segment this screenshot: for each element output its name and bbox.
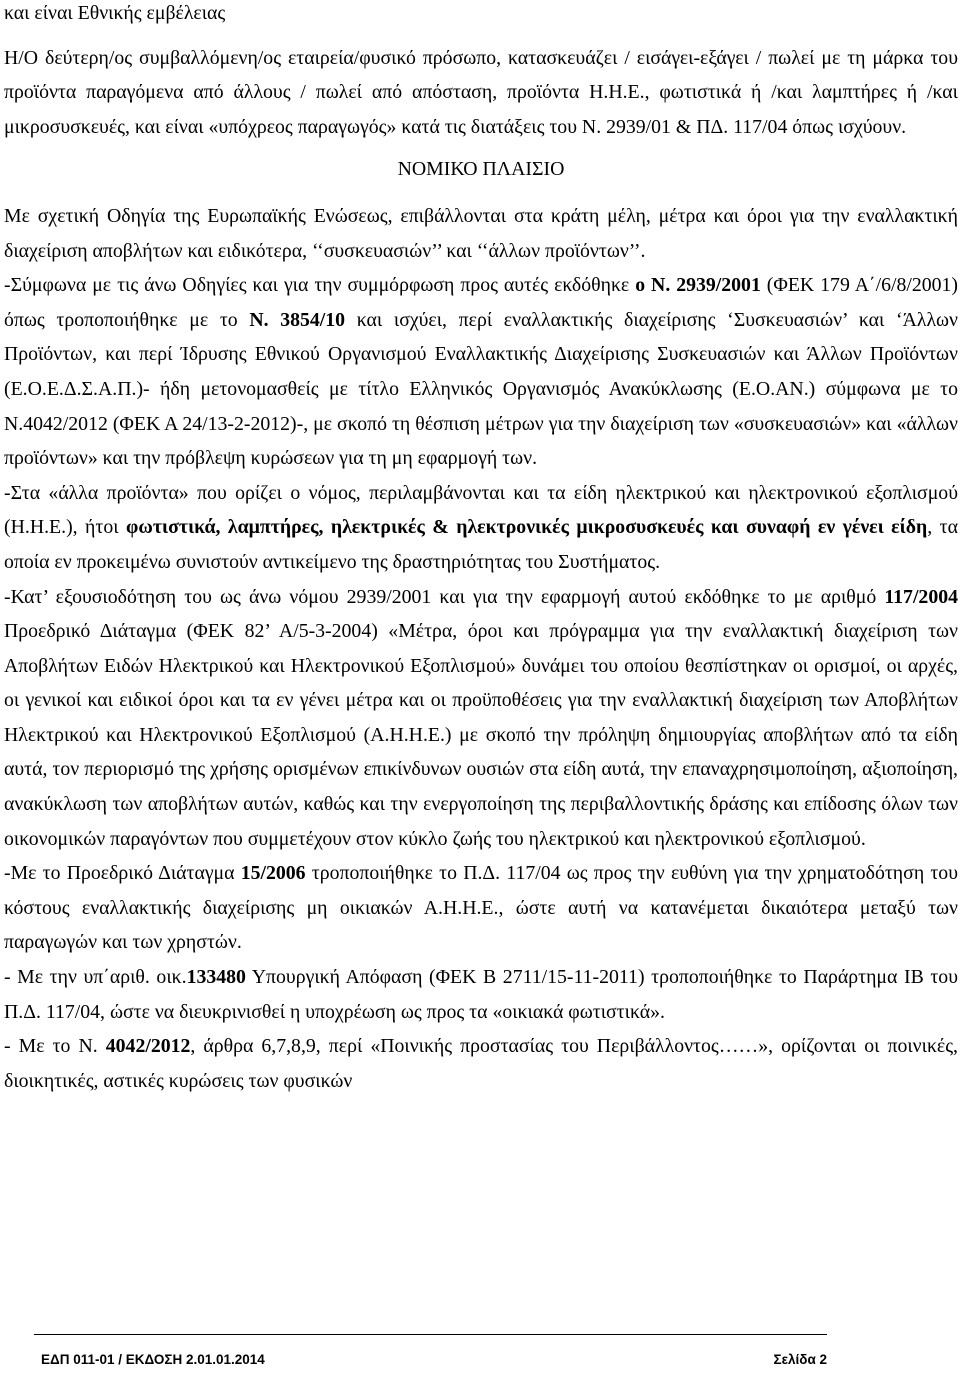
text-run: -Κατ’ εξουσιοδότηση του ως άνω νόμου 2939/2001 και για την εφαρμογή αυτού εκδόθηκε το με αριθμό	[4, 585, 885, 608]
text-run: -Με το Προεδρικό Διάταγμα	[4, 862, 241, 885]
spacer	[4, 31, 958, 41]
decree-reference: 117/2004	[884, 585, 958, 608]
text-run: (ΦΕΚ 179 Α΄/6/8/2001) όπως τροποποιήθηκε με το	[4, 274, 958, 331]
text-run: -Στα «άλλα προϊόντα» που ορίζει ο νόμος, περιλαμβάνονται και τα είδη ηλεκτρικού και ηλεκτρονικού εξοπλισμού (Η.Η.Ε.), ήτοι	[4, 481, 958, 539]
text-run: Υπουργική Απόφαση (ΦΕΚ Β 2711/15-11-2011) τροποποιήθηκε το Παράρτημα ΙΒ του Π.Δ. 117/04, ώστε να διευκρινισθεί η υποχρέωση ως προς τα «οικιακά φωτιστικά».	[4, 966, 958, 1023]
product-categories: φωτιστικά, λαμπτήρες, ηλεκτρικές & ηλεκτρονικές μικροσυσκευές και συναφή εν γένει είδη	[126, 516, 928, 539]
legal-paragraph-7	[4, 1029, 958, 1098]
law-reference: 4042/2012	[105, 1035, 191, 1058]
decision-reference: 133480	[186, 966, 246, 989]
page-footer	[41, 1352, 827, 1368]
law-reference: ο Ν. 2939/2001	[635, 274, 761, 297]
legal-paragraph-4	[4, 580, 958, 857]
text-run: - Με την υπ΄αριθ. οικ.	[4, 966, 187, 989]
intro-paragraph: Η/Ο δεύτερη/ος συμβαλλόμενη/ος εταιρεία/φυσικό πρόσωπο, κατασκευάζει / εισάγει-εξάγει / πωλεί με τη μάρκα του προϊόντα παραγόμενα από άλλους / πωλεί από απόσταση, προϊόντα Η.Η.Ε., φωτιστικά ή /και λαμπτήρες ή /και μικροσυσκευές, και είναι «υπόχρεος παραγωγός» κατά τις διατάξεις του Ν. 2939/01 & ΠΔ. 117/04 όπως ισχύουν.	[4, 46, 958, 138]
decree-reference: 15/2006	[240, 862, 306, 885]
text-run: -Σύμφωνα με τις άνω Οδηγίες και για την συμμόρφωση προς αυτές εκδόθηκε	[4, 274, 636, 297]
text-run: Προεδρικό Διάταγμα (ΦΕΚ 82’ Α/5-3-2004) «Μέτρα, όροι και πρόγραμμα για την εναλλακτική διαχείριση των Αποβλήτων Ειδών Ηλεκτρικού και Ηλεκτρονικού Εξοπλισμού» δυνάμει του οποίου θεσπίστηκαν οι ορισμοί, οι αρχές, οι γενικοί και ειδικοί όροι και τα εν γένει μέτρα και οι προϋποθέσεις για την εναλλακτική διαχείριση των Αποβλήτων Ηλεκτρικού και Ηλεκτρονικού Εξοπλισμού (Α.Η.Η.Ε.) με σκοπό την πρόληψη δημιουργίας αποβλήτων από τα είδη αυτά, τον περιορισμό της χρήσης ορισμένων επικίνδυνων ουσιών στα είδη αυτά, την επαναχρησιμοποίηση, αξιοποίηση, ανακύκλωση των αποβλήτων αυτών, καθώς και την ενεργοποίηση της περιβαλλοντικής δράσης και επίδοσης όλων των οικονομικών παραγόντων που συμμετέχουν στον κύκλο ζωής του ηλεκτρικού και ηλεκτρονικού εξοπλισμού.	[4, 620, 958, 850]
text-run: , άρθρα 6,7,8,9, περί «Ποινικής προστασίας του Περιβάλλοντος……», ορίζονται οι ποινικές, διοικητικές, αστικές κυρώσεις των φυσικών	[4, 1035, 959, 1092]
legal-paragraph-3	[4, 476, 958, 580]
legal-paragraph-6	[4, 960, 958, 1029]
footer-divider	[34, 1334, 827, 1335]
text-run: και ισχύει, περί εναλλακτικής διαχείρισης ‘Συσκευασιών’ και ‘Άλλων Προϊόντων, και περί Ίδρυσης Εθνικού Οργανισμού Εναλλακτικής Διαχείρισης Συσκευασιών και Άλλων Προϊόντων (Ε.Ο.Ε.Δ.Σ.Α.Π.)- ήδη μετονομασθείς με τίτλο Ελληνικός Οργανισμός Ανακύκλωσης (Ε.Ο.ΑΝ.) σύμφωνα με το Ν.4042/2012 (ΦΕΚ Α 24/13-2-2012)-, με σκοπό τη θέσπιση μέτρων για την διαχείριση των «συσκευασιών» και «άλλων προϊόντων» και την πρόβλεψη κυρώσεων για τη μη εφαρμογή των.	[4, 308, 958, 470]
document-code: ΕΔΠ 011-01 / ΕΚΔΟΣΗ 2.01.01.2014	[41, 1352, 265, 1367]
text-run: - Με το Ν.	[4, 1035, 106, 1058]
legal-paragraph-1: Με σχετική Οδηγία της Ευρωπαϊκής Ενώσεως, επιβάλλονται στα κράτη μέλη, μέτρα και όροι για την εναλλακτική διαχείριση αποβλήτων και ειδικότερα, ‘‘συσκευασιών’’ και ‘‘άλλων προϊόντων’’.	[4, 204, 958, 262]
law-reference: Ν. 3854/10	[249, 308, 346, 331]
legal-paragraph-2	[4, 268, 958, 476]
text-run: τροποποιήθηκε το Π.Δ. 117/04 ως προς την ευθύνη για την χρηματοδότηση του κόστους εναλλακτικής διαχείρισης μη οικιακών Α.Η.Η.Ε., ώστε αυτή να κατανέμεται δικαιότερα μεταξύ των παραγωγών και των χρηστών.	[4, 862, 958, 954]
page-number: Σελίδα 2	[773, 1352, 827, 1367]
text-run: , τα οποία εν προκειμένω συνιστούν αντικείμενο της δραστηριότητας του Συστήματος.	[4, 516, 958, 573]
intro-line: και είναι Εθνικής εμβέλειας	[4, 2, 226, 24]
legal-paragraph-5	[4, 856, 958, 960]
page-body	[4, 0, 958, 1098]
section-title: ΝΟΜΙΚΟ ΠΛΑΙΣΙΟ	[397, 158, 565, 181]
